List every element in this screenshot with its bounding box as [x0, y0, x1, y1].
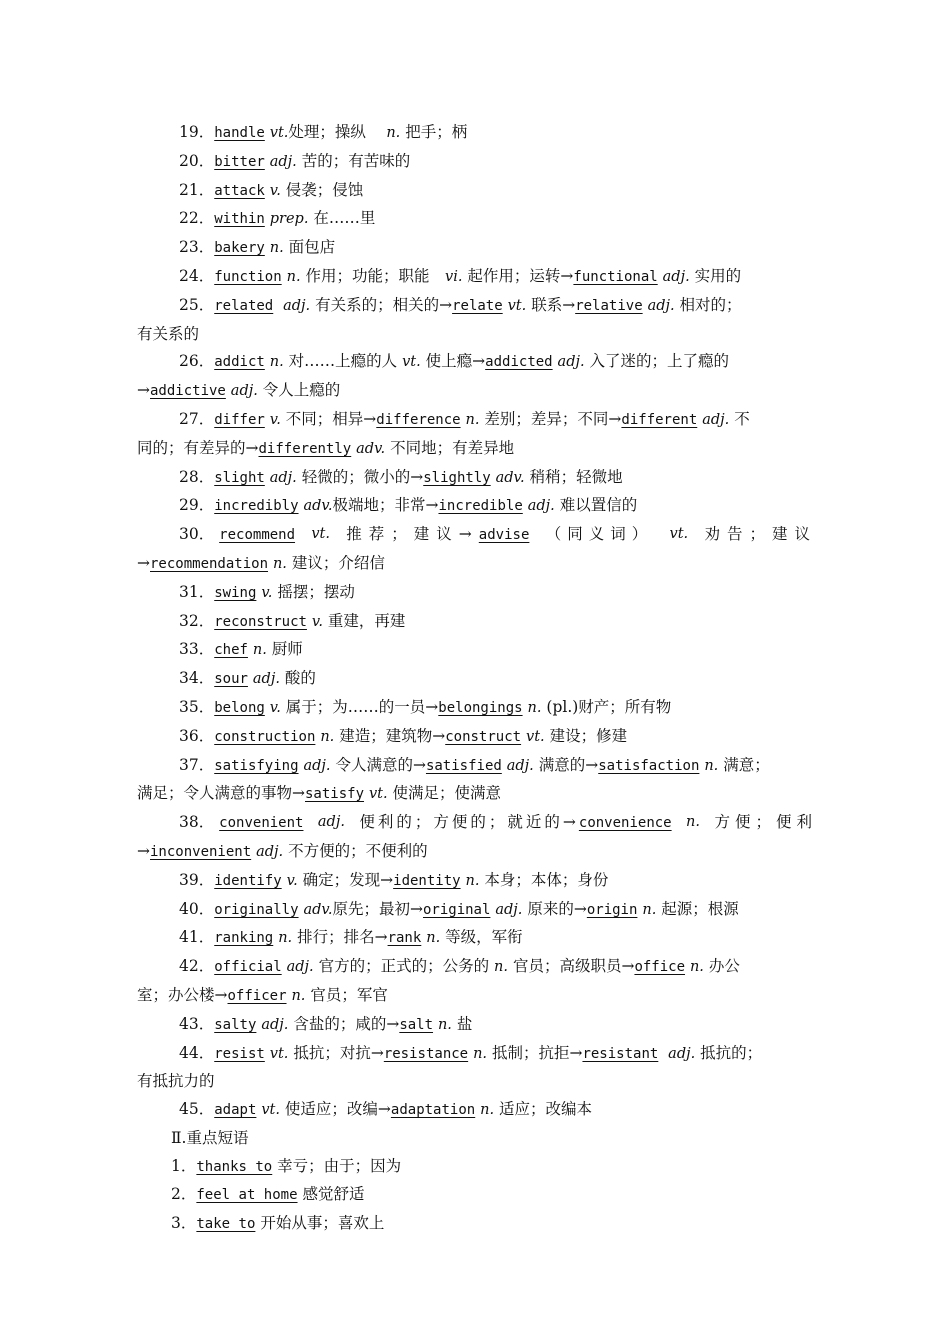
entry-number: 3．	[171, 1214, 197, 1233]
phrase-entry-1	[137, 1153, 817, 1182]
definition: 实用的	[694, 266, 742, 285]
entry-number: 23．	[179, 238, 215, 257]
headword: bitter	[214, 153, 265, 170]
part-of-speech: vt.	[368, 786, 388, 803]
part-of-speech: adj.	[317, 814, 345, 831]
headword: official	[214, 959, 282, 976]
definition: 轻微的；微小的→	[301, 467, 424, 486]
vocab-entry-43	[137, 1011, 817, 1040]
entry-number: 45．	[179, 1100, 215, 1119]
derived-word: functional	[573, 268, 658, 285]
derived-word: convenience	[578, 815, 672, 832]
entry-number: 43．	[179, 1014, 215, 1033]
definition: (pl.)财产；所有物	[546, 697, 672, 716]
part-of-speech: adj.	[230, 383, 258, 400]
definition: 差别；差异；不同→	[484, 409, 622, 428]
vocab-entry-36	[137, 723, 817, 752]
definition: 等级，军衔	[445, 928, 523, 947]
definition: 使适应；改编→	[284, 1100, 391, 1119]
phrase: feel at home	[196, 1187, 298, 1204]
definition: 幸亏；由于；因为	[277, 1156, 402, 1175]
definition: 抵抗的；	[700, 1043, 763, 1062]
definition: 建议；介绍信	[291, 553, 385, 572]
derived-word: belongings	[438, 699, 523, 716]
part-of-speech: vi.	[445, 268, 463, 285]
headword: chef	[214, 642, 248, 659]
definition: 属于；为……的一员→	[285, 697, 439, 716]
headword: identify	[214, 872, 282, 889]
part-of-speech: v.	[311, 613, 323, 630]
definition: 含盐的；咸的→	[293, 1014, 400, 1033]
part-of-speech: n.	[473, 1045, 488, 1062]
entry-number: 41．	[179, 928, 215, 947]
definition: 官员；高级职员→	[512, 957, 635, 976]
part-of-speech: n.	[286, 268, 301, 285]
definition: 抵制；抗拒→	[491, 1043, 583, 1062]
entry-number: 40．	[179, 899, 215, 918]
vocab-entry-37	[137, 752, 817, 781]
part-of-speech: n.	[278, 930, 293, 947]
part-of-speech: adj.	[527, 498, 555, 515]
part-of-speech: n.	[320, 728, 335, 745]
part-of-speech: n.	[272, 555, 287, 572]
entry-number: 29．	[179, 496, 215, 515]
definition: 不	[734, 409, 750, 428]
arrow: →	[137, 381, 150, 400]
derived-word: recommendation	[150, 555, 269, 572]
entry-number: 28．	[179, 467, 215, 486]
entry-number: 22．	[179, 209, 215, 228]
part-of-speech: adj.	[269, 469, 297, 486]
part-of-speech: adv.	[303, 901, 333, 918]
part-of-speech: n.	[269, 354, 284, 371]
definition: 对……上瘾的人	[288, 352, 398, 371]
derived-word: relative	[575, 297, 643, 314]
derived-word: rank	[387, 930, 422, 947]
headword: function	[214, 268, 282, 285]
entry-number: 24．	[179, 266, 215, 285]
entry-number: 42．	[179, 957, 215, 976]
definition: 不方便的；不便利的	[288, 841, 428, 860]
phrase-entry-2	[137, 1181, 817, 1210]
part-of-speech: v.	[269, 411, 281, 428]
derived-word: slightly	[423, 469, 491, 486]
entry-number: 20．	[179, 151, 215, 170]
synonym-word: advise	[478, 527, 530, 544]
definition: 开始从事；喜欢上	[260, 1214, 385, 1233]
vocab-entry-44	[137, 1040, 817, 1069]
vocab-entry-25-continued	[137, 321, 817, 349]
headword: salty	[214, 1016, 257, 1033]
part-of-speech: adv.	[303, 498, 333, 515]
part-of-speech: adj.	[668, 1045, 696, 1062]
definition: 把手；柄	[405, 123, 468, 141]
part-of-speech: vt.	[526, 728, 545, 745]
definition: 满足；令人满意的事物→	[137, 784, 305, 803]
derived-word: addicted	[485, 354, 553, 371]
entry-number: 1．	[171, 1156, 197, 1175]
entry-number: 2．	[171, 1185, 197, 1204]
headword: incredibly	[214, 498, 299, 515]
vocab-entry-23	[137, 234, 817, 263]
vocab-entry-31	[137, 579, 817, 608]
derived-word: inconvenient	[150, 843, 252, 860]
definition: 相对的；	[679, 295, 742, 314]
entry-number: 44．	[179, 1043, 215, 1062]
entry-number: 33．	[179, 640, 215, 659]
vocab-entry-30	[137, 521, 817, 550]
headword: addict	[214, 354, 265, 371]
derived-word: office	[634, 959, 686, 976]
part-of-speech: n.	[437, 1016, 452, 1033]
definition: 原来的→	[527, 899, 587, 918]
part-of-speech: adj.	[283, 297, 311, 314]
definition: 难以置信的	[559, 496, 638, 515]
vocab-entry-39	[137, 867, 817, 896]
definition: 满意；	[723, 755, 770, 774]
vocab-entry-25	[137, 292, 817, 321]
vocab-entry-27	[137, 406, 817, 435]
entry-number: 32．	[179, 611, 215, 630]
part-of-speech: n.	[642, 901, 657, 918]
headword: originally	[214, 901, 299, 918]
entry-30-head	[179, 521, 295, 550]
headword: construction	[214, 728, 316, 745]
definition: 有关系的；相关的→	[315, 295, 453, 314]
definition: 抵抗；对抗→	[293, 1043, 384, 1062]
definition: 感觉舒适	[302, 1185, 365, 1204]
derived-word: origin	[586, 901, 638, 918]
part-of-speech: adj.	[303, 757, 331, 774]
headword: resist	[214, 1045, 265, 1062]
headword: ranking	[214, 930, 274, 947]
definition: 重建，再建	[327, 611, 406, 630]
vocab-entry-28	[137, 464, 817, 493]
definition: 建设；修建	[549, 726, 628, 745]
vocab-entry-26	[137, 348, 817, 377]
headword: reconstruct	[214, 613, 307, 630]
vocab-entry-30-continued	[137, 550, 817, 579]
definition: 处理；操纵	[288, 123, 382, 141]
definition: 面包店	[288, 238, 336, 257]
definition: 本身；本体；身份	[484, 870, 609, 889]
definition: 满意的→	[538, 755, 599, 774]
section-heading: Ⅱ.重点短语	[171, 1128, 249, 1147]
entry-30-mid	[346, 521, 529, 550]
part-of-speech: vt.	[402, 354, 421, 371]
vocab-entry-42-continued	[137, 982, 817, 1011]
part-of-speech: v.	[286, 872, 298, 889]
part-of-speech: vt.	[669, 526, 689, 543]
definition: 同的；有差异的→	[137, 438, 259, 457]
headword: swing	[214, 584, 257, 601]
vocab-entry-38-continued	[137, 838, 817, 867]
derived-word: incredible	[438, 498, 523, 515]
entry-number: 36．	[179, 726, 215, 745]
part-of-speech: adj.	[261, 1016, 289, 1033]
part-of-speech: n.	[465, 411, 480, 428]
definition: 入了迷的；上了瘾的	[589, 352, 730, 371]
arrow: →	[137, 841, 150, 860]
vocab-entry-22	[137, 205, 817, 234]
definition: 方便；便利	[714, 813, 817, 832]
vocab-entry-44-continued	[137, 1068, 817, 1096]
part-of-speech: adj.	[256, 843, 284, 860]
derived-word: addictive	[150, 383, 226, 400]
vocab-entry-29	[137, 492, 817, 521]
vocab-entry-34	[137, 665, 817, 694]
definition: 稍稍；轻微地	[529, 467, 623, 486]
derived-word: differently	[258, 440, 352, 457]
part-of-speech: adv.	[495, 469, 525, 486]
headword: satisfying	[214, 757, 299, 774]
vocab-entry-26-continued	[137, 377, 817, 406]
phrase-entry-3	[137, 1210, 817, 1239]
entry-number: 25．	[179, 295, 215, 314]
definition: 联系→	[531, 295, 576, 314]
definition: 排行；排名→	[297, 928, 388, 947]
derived-word: difference	[376, 411, 461, 428]
definition: 建造；建筑物→	[339, 726, 446, 745]
part-of-speech: adj.	[662, 268, 690, 285]
entry-number: 30．	[179, 525, 215, 544]
vocab-entry-38	[137, 809, 817, 838]
section-heading-key-phrases	[137, 1125, 817, 1153]
headword: slight	[214, 469, 265, 486]
part-of-speech: n.	[465, 872, 480, 889]
part-of-speech: n.	[480, 1102, 495, 1119]
derived-word: officer	[227, 987, 287, 1004]
vocab-entry-20	[137, 148, 817, 177]
entry-38-head	[179, 809, 303, 838]
definition: 室；办公楼→	[137, 985, 228, 1004]
definition: 使上瘾→	[425, 352, 486, 371]
part-of-speech: v.	[261, 584, 273, 601]
part-of-speech: adj.	[647, 297, 675, 314]
definition: 酸的	[284, 669, 316, 688]
definition: 官员；军官	[310, 985, 388, 1004]
definition: 确定；发现→	[302, 870, 394, 889]
headword: attack	[214, 182, 265, 199]
part-of-speech: n.	[494, 959, 508, 976]
headword: recommend	[219, 527, 296, 544]
entry-number: 31．	[179, 582, 215, 601]
definition: 有关系的	[137, 324, 200, 343]
part-of-speech: adj.	[252, 671, 280, 688]
definition: 使满足；使满意	[392, 784, 502, 803]
entry-number: 19．	[179, 123, 215, 141]
headword: bakery	[214, 240, 265, 257]
derived-word: construct	[445, 728, 522, 745]
part-of-speech: vt.	[269, 125, 289, 141]
definition: 原先；最初→	[332, 899, 423, 918]
part-of-speech: n.	[252, 642, 267, 659]
definition: 苦的；有苦味的	[301, 151, 411, 170]
derived-word: satisfaction	[598, 757, 700, 774]
definition: 官方的；正式的；公务的	[318, 957, 490, 976]
headword: differ	[214, 411, 265, 428]
definition: 侵袭；侵蚀	[285, 180, 364, 199]
part-of-speech: n.	[269, 240, 284, 257]
part-of-speech: vt.	[261, 1102, 280, 1119]
vocab-entry-42	[137, 953, 817, 982]
part-of-speech: adv.	[356, 440, 386, 457]
vocab-entry-45	[137, 1096, 817, 1125]
derived-word: satisfy	[305, 786, 365, 803]
part-of-speech: adj.	[557, 354, 585, 371]
entry-number: 26．	[179, 352, 215, 371]
definition: 在……里	[313, 209, 376, 228]
part-of-speech: v.	[269, 699, 281, 716]
entry-number: 38．	[179, 813, 215, 832]
definition: 便利的；方便的；就近的→	[359, 813, 579, 832]
phrase: thanks to	[196, 1158, 273, 1175]
vocabulary-document	[137, 119, 817, 1239]
part-of-speech: adj.	[506, 757, 534, 774]
definition: 厨师	[271, 640, 303, 659]
entry-number: 35．	[179, 697, 215, 716]
derived-word: salt	[399, 1016, 434, 1033]
definition: 盐	[456, 1014, 473, 1033]
headword: handle	[214, 125, 265, 141]
definition: 适应；改编本	[499, 1100, 593, 1119]
headword: convenient	[219, 815, 304, 832]
derived-word: adaptation	[390, 1102, 476, 1119]
definition: 不同；相异→	[285, 409, 377, 428]
vocab-entry-41	[137, 924, 817, 953]
part-of-speech: adj.	[702, 411, 730, 428]
part-of-speech: n.	[689, 959, 704, 976]
definition: 令人上瘾的	[262, 381, 341, 400]
part-of-speech: vt.	[311, 526, 330, 543]
synonym-note: （同义词）	[545, 525, 654, 544]
definition: 不同地；有差异地	[390, 438, 515, 457]
definition: 起作用；运转→	[467, 266, 574, 285]
vocab-entry-37-continued	[137, 780, 817, 809]
part-of-speech: adj.	[269, 153, 297, 170]
arrow: →	[137, 553, 150, 572]
part-of-speech: n.	[426, 930, 441, 947]
definition: 推荐；建议→	[346, 525, 479, 544]
part-of-speech: n.	[527, 699, 542, 716]
definition: 劝告；建议	[704, 525, 817, 544]
vocab-entry-40	[137, 896, 817, 925]
vocab-entry-32	[137, 608, 817, 637]
entry-number: 37．	[179, 755, 215, 774]
part-of-speech: adj.	[495, 901, 523, 918]
headword: sour	[214, 671, 248, 688]
part-of-speech: n.	[291, 987, 306, 1004]
derived-word: relate	[452, 297, 503, 314]
definition: 作用；功能；职能	[305, 266, 446, 285]
entry-number: 39．	[179, 870, 215, 889]
derived-word: different	[621, 411, 698, 428]
part-of-speech: vt.	[507, 297, 527, 314]
derived-word: resistant	[582, 1045, 659, 1062]
vocab-entry-27-continued	[137, 435, 817, 464]
definition: 摇摆；摆动	[277, 582, 355, 601]
definition: 有抵抗力的	[137, 1072, 215, 1091]
entry-number: 27．	[179, 409, 215, 428]
vocab-entry-21	[137, 177, 817, 206]
derived-word: satisfied	[425, 757, 502, 774]
vocab-entry-33	[137, 636, 817, 665]
derived-word: original	[422, 901, 491, 918]
definition: 办公	[708, 957, 740, 976]
headword: belong	[214, 699, 265, 716]
phrase: take to	[196, 1216, 256, 1233]
part-of-speech: adj.	[286, 959, 314, 976]
headword: related	[214, 297, 274, 314]
vocab-entry-19	[137, 119, 817, 148]
entry-38-mid	[359, 809, 671, 838]
headword: adapt	[214, 1102, 257, 1119]
derived-word: identity	[393, 872, 461, 889]
derived-word: resistance	[383, 1045, 469, 1062]
part-of-speech: v.	[269, 182, 281, 199]
definition: 极端地；非常→	[332, 496, 439, 515]
part-of-speech: n.	[686, 814, 700, 831]
definition: 令人满意的→	[335, 755, 426, 774]
headword: within	[214, 211, 265, 228]
entry-number: 34．	[179, 669, 215, 688]
part-of-speech: prep.	[269, 211, 309, 228]
definition: 起源；根源	[661, 899, 739, 918]
vocab-entry-24	[137, 263, 817, 292]
vocab-entry-35	[137, 694, 817, 723]
part-of-speech: n.	[386, 125, 401, 141]
entry-number: 21．	[179, 180, 215, 199]
part-of-speech: n.	[704, 757, 719, 774]
part-of-speech: vt.	[269, 1045, 289, 1062]
